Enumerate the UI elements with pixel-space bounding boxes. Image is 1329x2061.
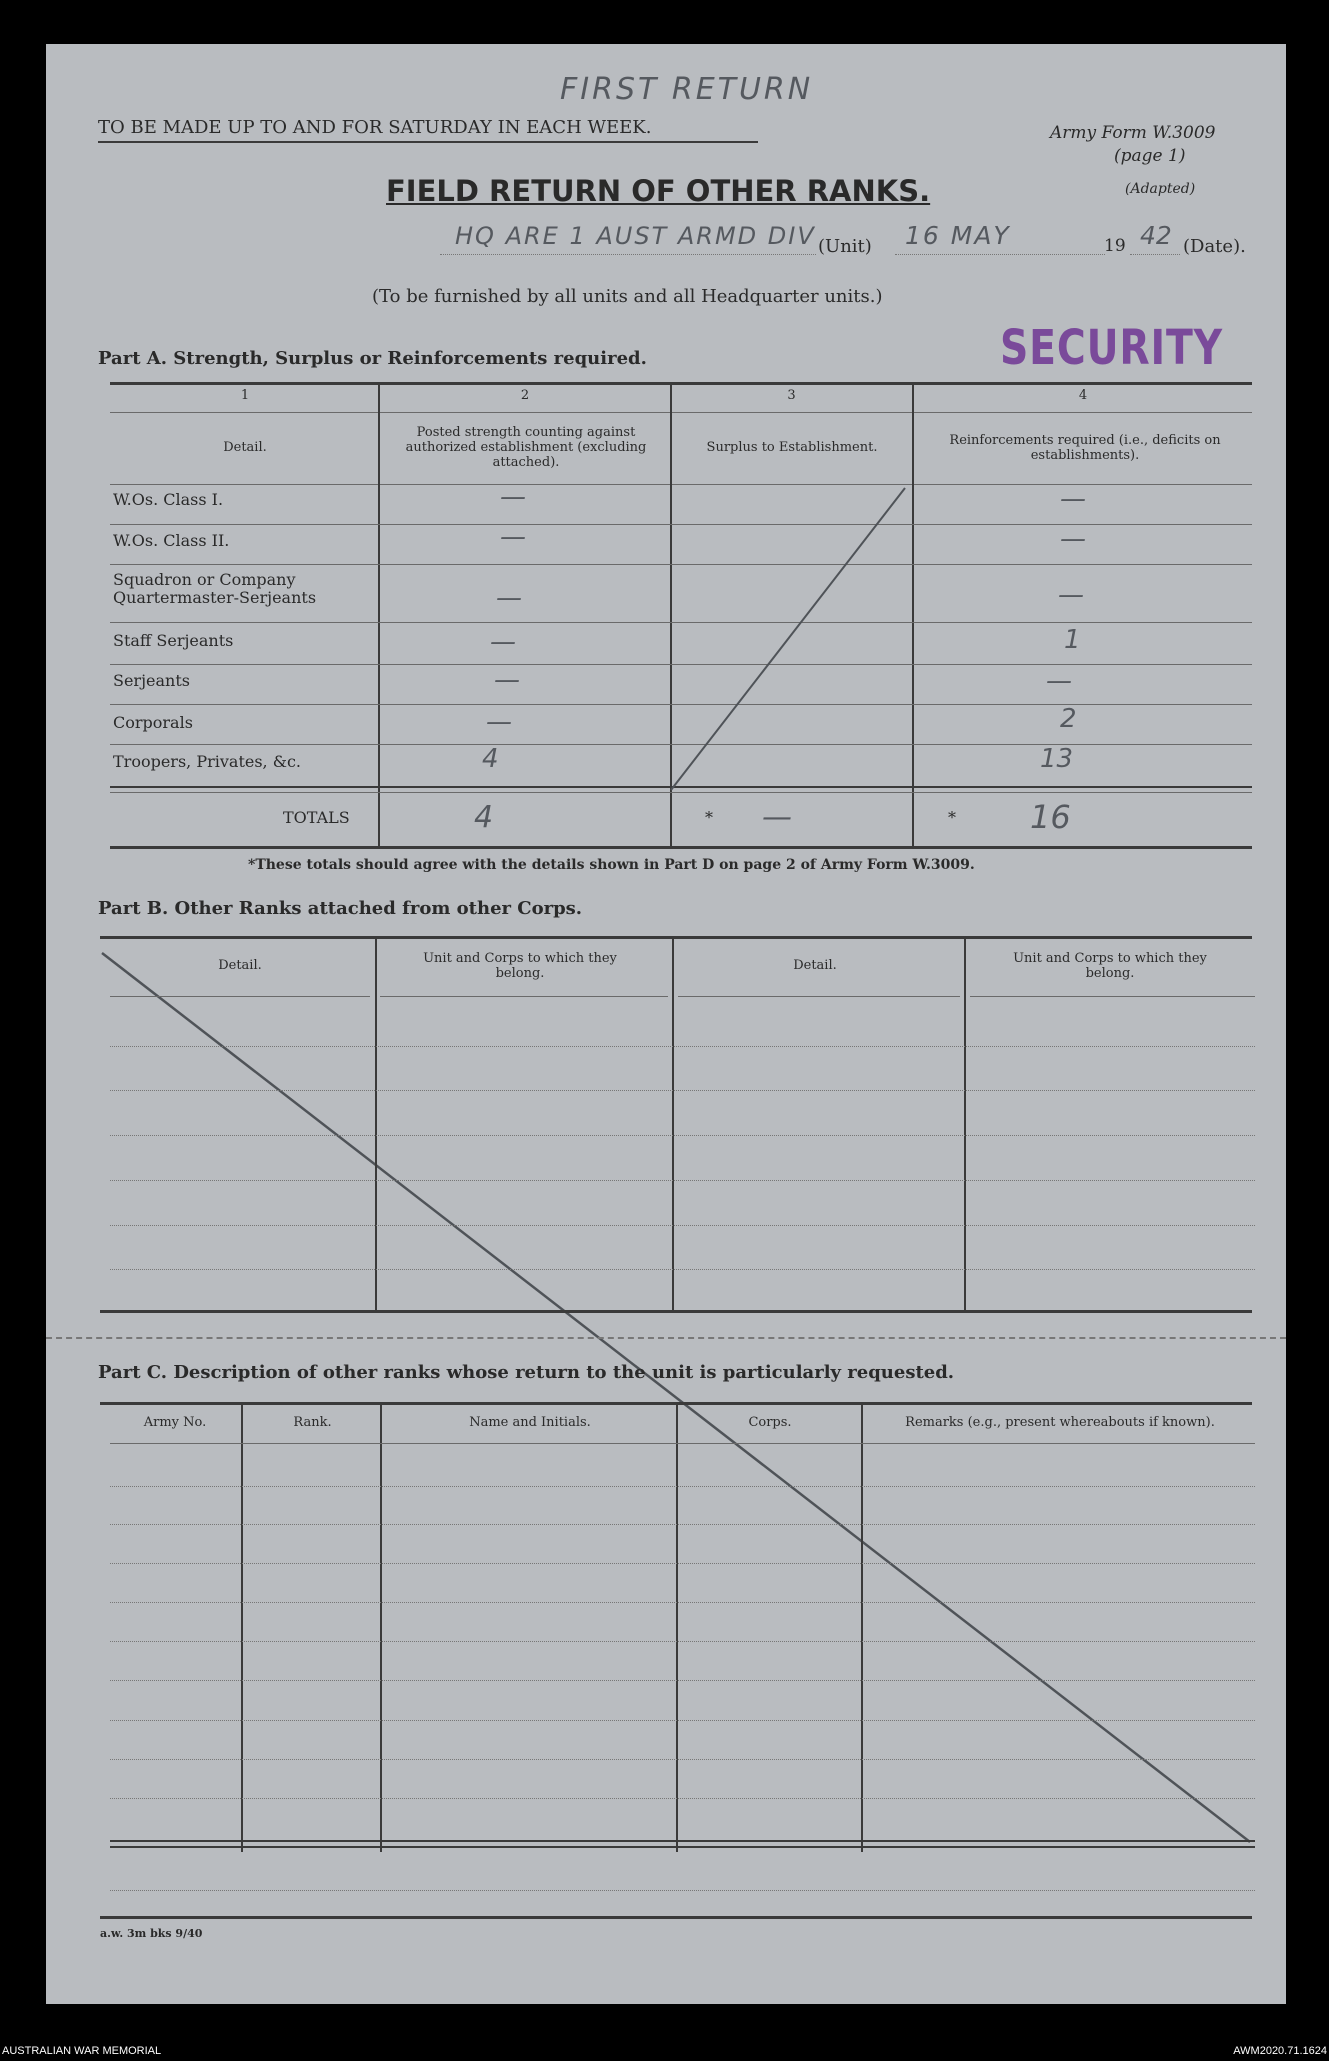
- totals-surplus-asterisk: *: [705, 808, 713, 827]
- part-c-row-line: [110, 1563, 1255, 1564]
- part-c-divider-2: [380, 1402, 382, 1852]
- posted-wo2: —: [500, 522, 526, 552]
- footer-left-text: AUSTRALIAN WAR MEMORIAL: [2, 2045, 162, 2057]
- part-c-header-rule: [110, 1443, 1255, 1444]
- row-label-wo2: W.Os. Class II.: [113, 531, 230, 550]
- part-c-col-name: Name and Initials.: [469, 1415, 591, 1430]
- posted-staff-serjeants: —: [490, 627, 516, 657]
- part-c-row-line: [110, 1524, 1255, 1525]
- col-number-1: 1: [240, 388, 250, 403]
- instruction-text: TO BE MADE UP TO AND FOR SATURDAY IN EACH WEEK.: [98, 117, 652, 138]
- part-b-row-line: [110, 1225, 1255, 1226]
- part-c-col-remarks: Remarks (e.g., present whereabouts if known).: [905, 1415, 1215, 1430]
- posted-cqms: —: [496, 583, 522, 613]
- unit-handwritten: HQ ARE 1 AUST ARMD DIV: [455, 222, 816, 250]
- col-number-3: 3: [787, 388, 796, 403]
- part-b-row-line: [110, 1269, 1255, 1270]
- part-b-header-rule: [970, 996, 1255, 997]
- part-c-row-line: [110, 1720, 1255, 1721]
- part-c-row-line: [110, 1759, 1255, 1760]
- posted-serjeants: —: [494, 665, 520, 695]
- part-c-col-army-no: Army No.: [143, 1415, 207, 1430]
- footer-right-text: AWM2020.71.1624: [1233, 2045, 1327, 2057]
- part-b-header-rule: [110, 996, 370, 997]
- part-c-extra-line: [110, 1890, 1255, 1891]
- part-c-col-corps: Corps.: [748, 1415, 792, 1430]
- furnished-note: (To be furnished by all units and all Headquarter units.): [372, 286, 883, 307]
- year-prefix: 19: [1104, 236, 1126, 256]
- col-number-2: 2: [520, 388, 530, 403]
- reinf-corporals: 2: [1060, 704, 1077, 734]
- posted-corporals: —: [486, 707, 512, 737]
- part-b-col-unit-2: Unit and Corps to which they belong.: [1013, 951, 1207, 981]
- part-b-bottom-rule: [100, 1310, 1252, 1313]
- year-handwritten: 42: [1140, 221, 1172, 250]
- row-label-staff-serjeants: Staff Serjeants: [113, 631, 234, 650]
- totals-footnote: *These totals should agree with the details shown in Part D on page 2 of Army Form W.3009.: [248, 857, 975, 873]
- col-header-posted: Posted strength counting against authorized establishment (excluding attached).: [405, 425, 647, 470]
- row-label-serjeants: Serjeants: [113, 671, 190, 690]
- part-c-bottom-rule-b: [110, 1846, 1255, 1848]
- part-b-divider-3: [964, 936, 966, 1310]
- totals-surplus: —: [762, 800, 792, 835]
- row-label-wo1: W.Os. Class I.: [113, 490, 224, 509]
- part-b-header-rule: [380, 996, 668, 997]
- reinf-cqms: —: [1058, 580, 1084, 610]
- row-label-cqms-text: Squadron or Company Quartermaster-Serjeants: [113, 570, 317, 607]
- part-b-row-line: [110, 1180, 1255, 1181]
- surplus-strike-line: [671, 488, 905, 790]
- part-b-divider-1: [375, 936, 377, 1310]
- part-b-col-detail-1: Detail.: [218, 958, 262, 973]
- part-b-heading: Part B. Other Ranks attached from other Corps.: [98, 898, 583, 919]
- page-number: (page 1): [1114, 146, 1186, 166]
- part-c-divider-3: [676, 1402, 678, 1852]
- part-b-divider-2: [672, 936, 674, 1310]
- form-title: FIELD RETURN OF OTHER RANKS.: [386, 174, 931, 208]
- part-c-row-line: [110, 1680, 1255, 1681]
- row-label-troopers: Troopers, Privates, &c.: [113, 752, 302, 771]
- reinf-wo1: —: [1060, 484, 1086, 514]
- part-c-row-line: [110, 1798, 1255, 1799]
- col-header-detail: Detail.: [223, 440, 267, 455]
- part-b-col-detail-2: Detail.: [793, 958, 837, 973]
- part-c-heading: Part C. Description of other ranks whose return to the unit is particularly requested.: [98, 1362, 955, 1383]
- reinf-wo2: —: [1060, 524, 1086, 554]
- reinf-serjeants: —: [1046, 666, 1072, 696]
- totals-posted: 4: [474, 800, 494, 835]
- totals-reinf-asterisk: *: [948, 808, 956, 827]
- col-header-reinforcements: Reinforcements required (i.e., deficits on establishments).: [949, 433, 1221, 463]
- date-label: (Date).: [1183, 236, 1246, 257]
- part-b-top-rule: [100, 936, 1252, 939]
- part-c-final-rule: [100, 1916, 1252, 1919]
- part-b-row-line: [110, 1046, 1255, 1047]
- reinf-troopers: 13: [1040, 744, 1074, 774]
- adapted-label: (Adapted): [1125, 181, 1196, 197]
- part-a-heading: Part A. Strength, Surplus or Reinforcements required.: [98, 348, 647, 369]
- handwritten-first-return: FIRST RETURN: [560, 72, 814, 107]
- part-c-row-line: [110, 1641, 1255, 1642]
- part-b-row-line: [110, 1135, 1255, 1136]
- print-code: a.w. 3m bks 9/40: [100, 1927, 203, 1940]
- col-number-4: 4: [1078, 388, 1088, 403]
- part-c-divider-1: [241, 1402, 243, 1852]
- totals-label: TOTALS: [283, 808, 350, 827]
- part-c-divider-4: [861, 1402, 863, 1852]
- archive-footer: [0, 2043, 1329, 2061]
- part-b-header-rule: [678, 996, 960, 997]
- date-handwritten: 16 MAY: [905, 221, 1011, 250]
- reinf-staff-serjeants: 1: [1064, 625, 1081, 655]
- part-c-row-line: [110, 1602, 1255, 1603]
- army-form-number: Army Form W.3009: [1050, 123, 1216, 143]
- part-b-col-unit-1: Unit and Corps to which they belong.: [423, 951, 617, 981]
- part-b-row-line: [110, 1090, 1255, 1091]
- totals-reinforcements: 16: [1030, 798, 1071, 836]
- posted-wo1: —: [500, 482, 526, 512]
- perforation-line: [46, 1337, 1286, 1339]
- security-stamp: SECURITY: [1000, 320, 1223, 376]
- col-header-surplus: Surplus to Establishment.: [706, 440, 878, 455]
- part-c-bottom-rule-a: [110, 1840, 1255, 1842]
- posted-troopers: 4: [482, 744, 499, 774]
- part-c-row-line: [110, 1486, 1255, 1487]
- row-label-corporals: Corporals: [113, 713, 193, 732]
- unit-label: (Unit): [818, 236, 872, 257]
- part-c-col-rank: Rank.: [293, 1415, 332, 1430]
